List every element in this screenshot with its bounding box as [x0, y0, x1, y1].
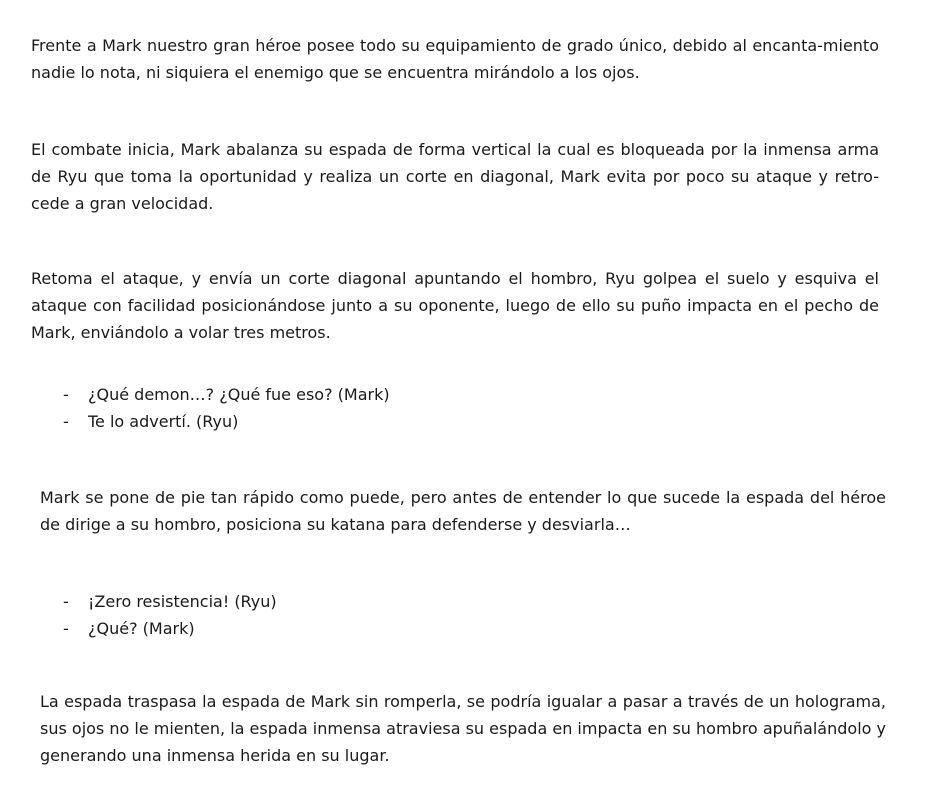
dash-bullet: -	[63, 592, 69, 611]
dialog-line-text: ¿Qué demon…? ¿Qué fue eso? (Mark)	[88, 385, 390, 404]
dialog-line	[63, 615, 663, 642]
dialog-line	[63, 381, 663, 408]
dialog-list-1	[63, 381, 663, 435]
dialog-line-text: ¡Zero resistencia! (Ryu)	[88, 592, 277, 611]
paragraph-5-text: La espada traspasa la espada de Mark sin romperla, se podría igualar a pasar a través de un holograma, sus ojos no le mienten, la espada inmensa atraviesa su espada en impacta en su hombro apuñalándolo y generando una inmensa herida en su lugar.	[40, 692, 886, 765]
dash-bullet: -	[63, 385, 69, 404]
paragraph-4-text: Mark se pone de pie tan rápido como puede, pero antes de entender lo que sucede la espada del héroe de dirige a su hombro, posiciona su katana para defenderse y desviarla…	[40, 488, 886, 534]
paragraph-1	[31, 32, 879, 86]
dialog-list-2	[63, 588, 663, 642]
dialog-line-text: Te lo advertí. (Ryu)	[88, 412, 239, 431]
paragraph-3-text: Retoma el ataque, y envía un corte diagonal apuntando el hombro, Ryu golpea el suelo y esquiva el ataque con facilidad posicionándose junto a su oponente, luego de ello su puño impacta en el pecho de Mark, enviándolo a volar tres metros.	[31, 269, 879, 342]
paragraph-3	[31, 265, 879, 346]
dialog-line	[63, 408, 663, 435]
paragraph-2-text: El combate inicia, Mark abalanza su espada de forma vertical la cual es bloqueada por la inmensa arma de Ryu que toma la oportunidad y realiza un corte en diagonal, Mark evita por poco su ataque y retro-cede a gran velocidad.	[31, 140, 879, 213]
paragraph-1-text: Frente a Mark nuestro gran héroe posee todo su equipamiento de grado único, debido al encanta-miento nadie lo nota, ni siquiera el enemigo que se encuentra mirándolo a los ojos.	[31, 36, 879, 82]
dialog-line	[63, 588, 663, 615]
dash-bullet: -	[63, 412, 69, 431]
paragraph-4	[40, 484, 886, 538]
paragraph-5	[40, 688, 886, 769]
paragraph-2	[31, 136, 879, 217]
dash-bullet: -	[63, 619, 69, 638]
dialog-line-text: ¿Qué? (Mark)	[88, 619, 195, 638]
